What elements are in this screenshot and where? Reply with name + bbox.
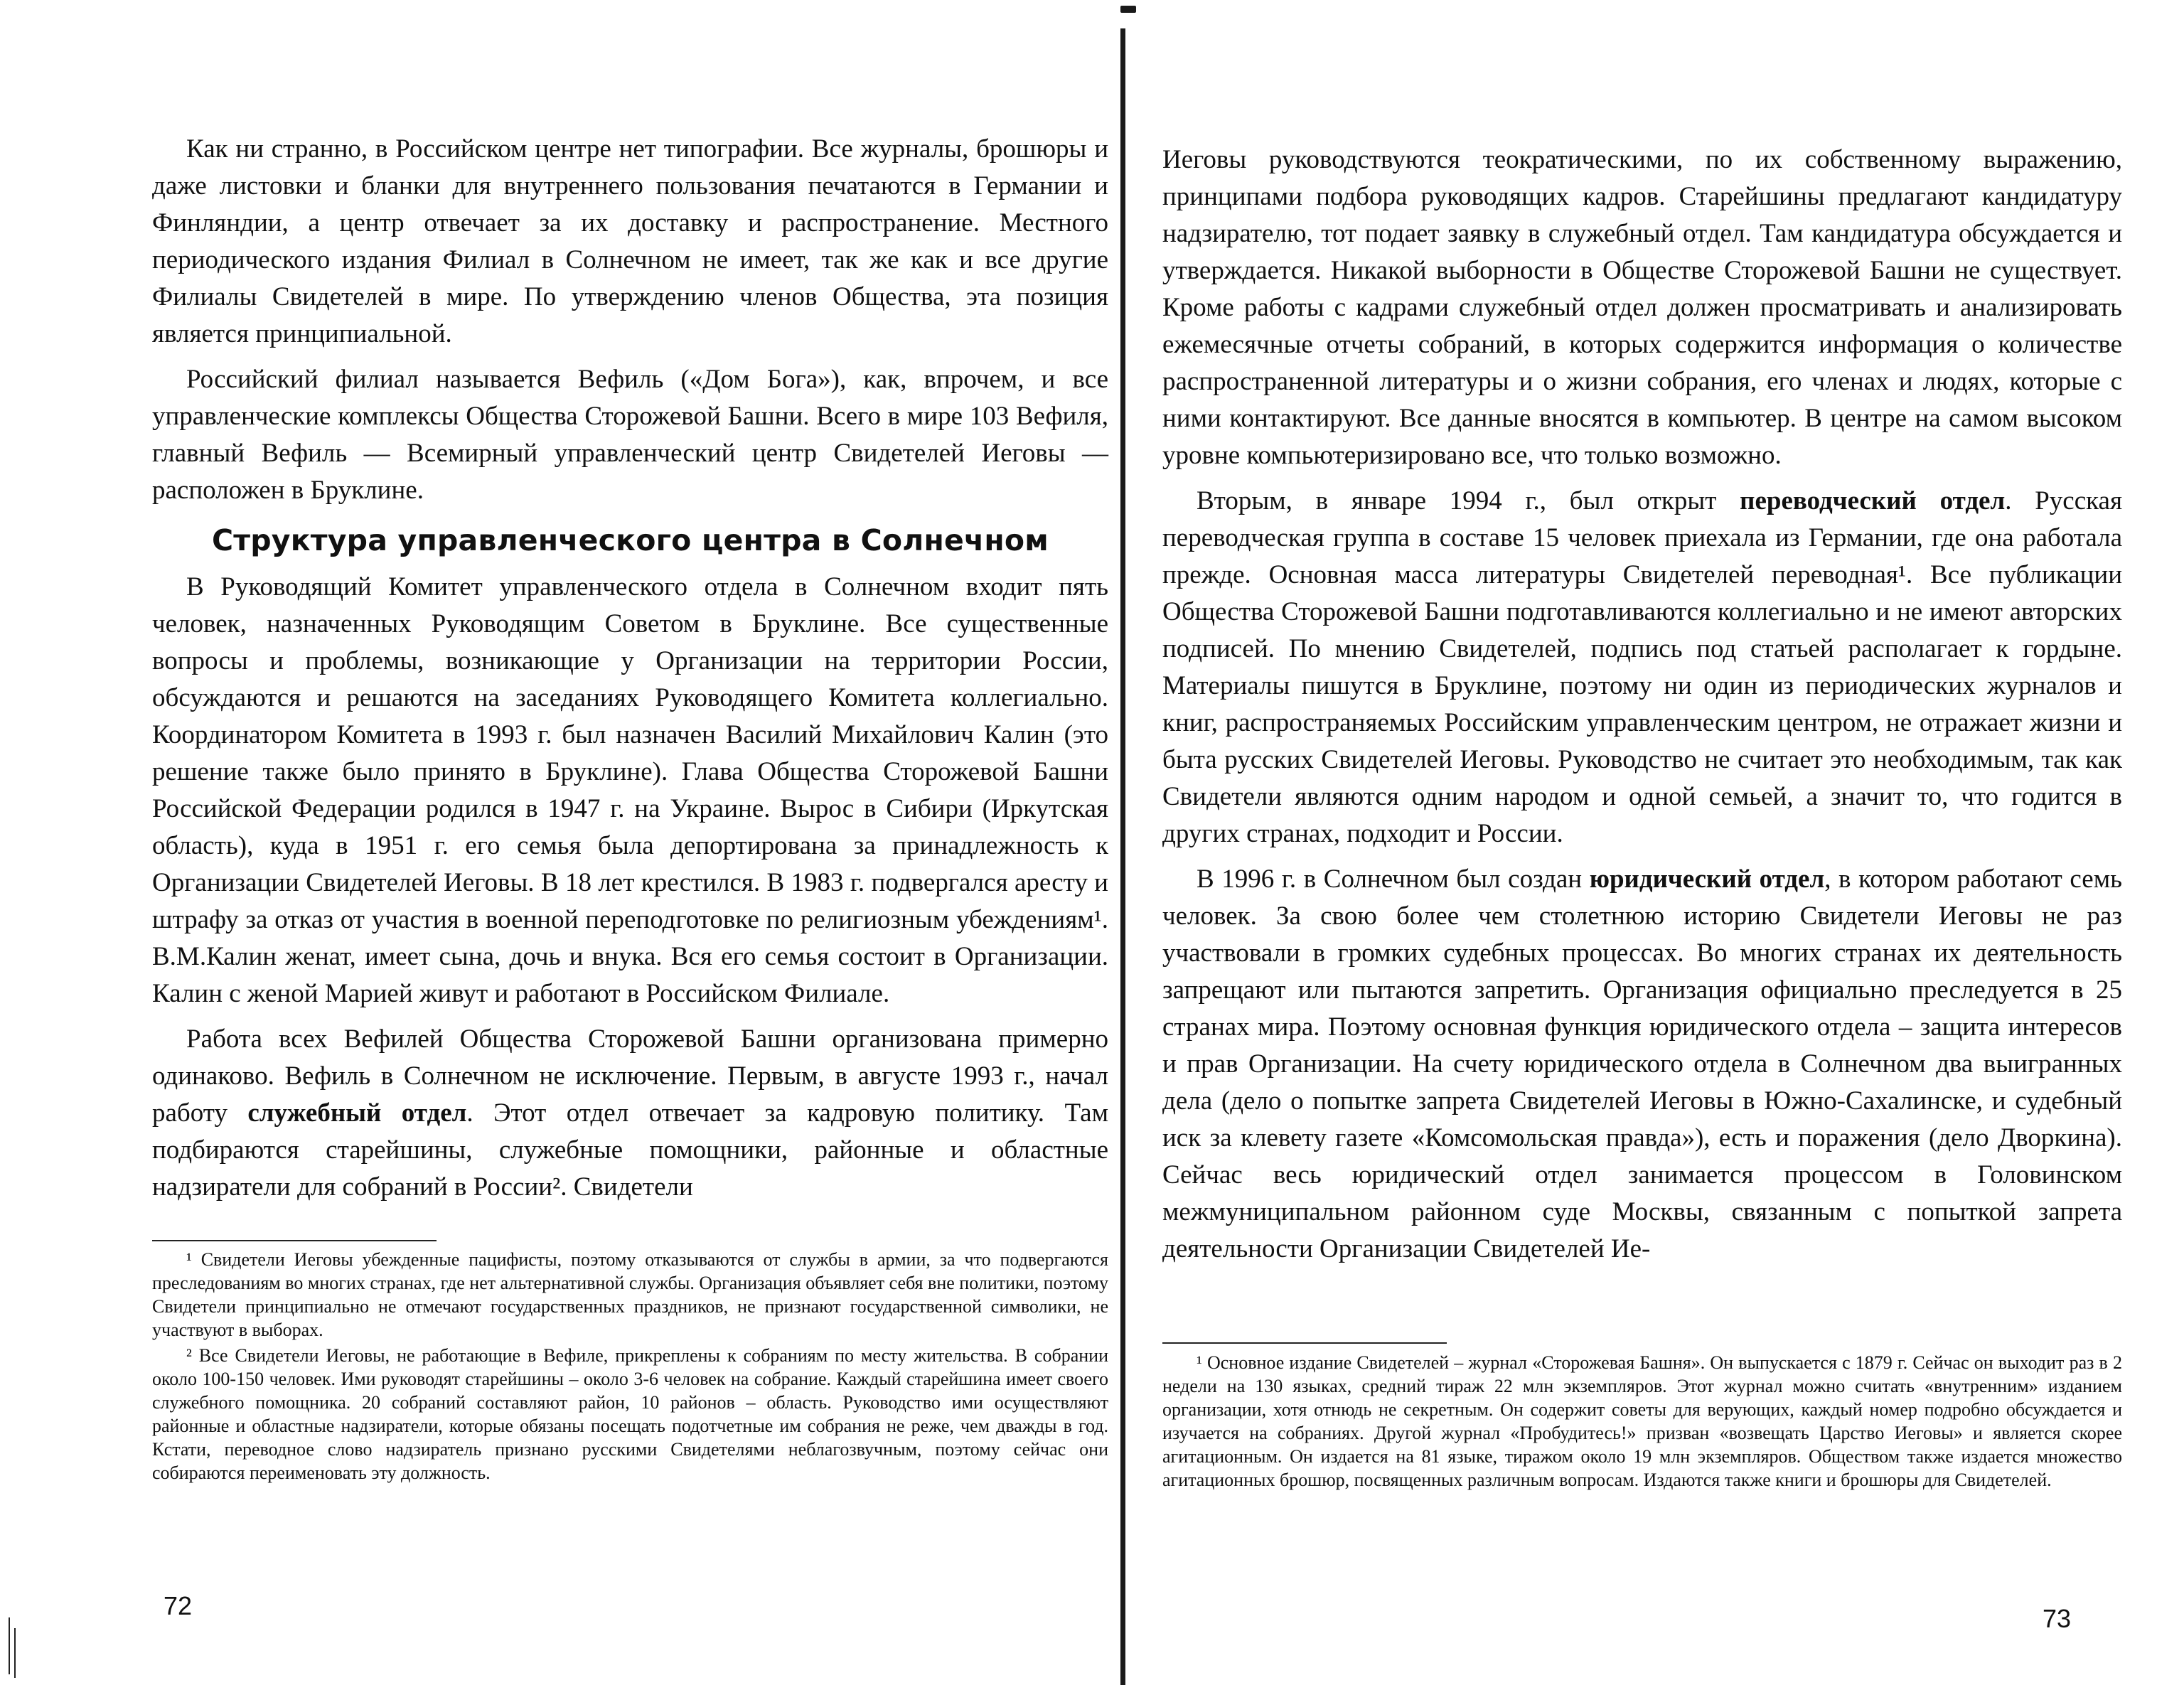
footnotes [152, 1248, 1108, 1487]
footnote: ¹ Свидетели Иеговы убежденные пацифисты, поэтому отказываются от службы в армии, за что подвергаются преследованиям во многих странах, где нет альтернативной службы. Организация объявляет себя вне политики, поэтому Свидетели принципиально не отмечают государственных праздников, не признают государственной символики, не участвуют в выборах. [152, 1249, 1108, 1340]
bold-term: юридический отдел [1589, 865, 1825, 894]
footnote-separator [152, 1240, 437, 1241]
footnote: ¹ Основное издание Свидетелей – журнал «Сторожевая Башня». Он выпускается с 1879 г. Сейчас он выходит раз в 2 недели на 130 языках, средний тираж 22 млн экземпляров. Этот журнал можно считать «внутренним» изданием организации, хотя отнюдь не секретным. Он содержит советы для верующих, каждый номер подробно обсуждается и изучается на собраниях. Другой журнал «Пробудитесь!» призван «возвещать Царство Иеговы» и является скорее агитационным. Он издается на 81 языке, тиражом около 19 млн экземпляров. Обществом также издается множество агитационных брошюр, посвященных различным вопросам. Издаются также книги и брошюры для Свидетелей. [1162, 1352, 2122, 1490]
footnote: ² Все Свидетели Иеговы, не работающие в Вефиле, прикреплены к собраниям по месту жительства. В собрании около 100-150 человек. Ими руководят старейшины – около 3-6 человек на собрание. Каждый старейшина имеет своего служебного помощника. 20 собраний составляют район, 10 районов – область. Руководство ими осуществляют районные и областные надзиратели, которые обязаны посещать подотчетные им собрания не реже, чем дважды в год. Кстати, переводное слово надзиратель признано русскими Свидетелями неблагозвучным, поэтому сейчас они собираются переименовать эту должность. [152, 1345, 1108, 1483]
paragraph-text: Работа всех Вефилей Общества Сторожевой Башни организована примерно одинаково. Вефиль в Солнечном не исключение. Первым, в августе 1993 г., начал работу [152, 1025, 1108, 1128]
footnotes [1162, 1351, 2122, 1494]
paragraph: Иеговы руководствуются теократическими, по их собственному выражению, принципами подбора руководящих кадров. Старейшины предлагают кандидатуру надзирателю, тот подает заявку в служебный отдел. Там кандидатура обсуждается и утверждается. Никакой выборности в Обществе Сторожевой Башни не существует. Кроме работы с кадрами служебный отдел должен просматривать и анализировать ежемесячные отчеты собраний, в которых содержится информация о количестве распространенной литературы и о жизни собрания, его членах и людях, которые с ними контактируют. Все данные вносятся в компьютер. В центре на самом высоком уровне компьютеризировано все, что только возможно. [1162, 145, 2122, 470]
left-page-body [152, 131, 1108, 1214]
paragraph [152, 1021, 1108, 1206]
section-heading: Структура управленческого центра в Солнечном [212, 523, 1049, 557]
paragraph-text: . Русская переводческая группа в составе 15 человек приехала из Германии, где она работала прежде. Основная масса литературы Свидетелей переводная¹. Все публикации Общества Сторожевой Башни подготавливаются коллегиально и не имеют авторских подписей. По мнению Свидетелей, подпись под статьей располагает к гордыне. Материалы пишутся в Бруклине, поэтому ни один из периодических журналов и книг, распространяемых Российским управленческим центром, не отражает жизни и быта русских Свидетелей Иеговы. Руководство не считает это необходимым, так как Свидетели являются одним народом и одной семьей, а значит то, что годится в других странах, подходит и России. [1162, 486, 2123, 848]
page-number: 73 [2043, 1604, 2072, 1633]
paragraph: Как ни странно, в Российском центре нет типографии. Все журналы, брошюры и даже листовки и бланки для внутреннего пользования печатаются в Германии и Финляндии, а центр отвечает за их доставку и распространение. Местного периодического издания Филиал в Солнечном не имеет, так же как и все другие Филиалы Свидетелей в мире. По утверждению членов Общества, эта позиция является принципиальной. [152, 134, 1108, 348]
bold-term: переводческий отдел [1740, 486, 2006, 515]
paragraph-text: Вторым, в январе 1994 г., был открыт [1197, 486, 1740, 515]
paragraph-text: . Этот отдел отвечает за кадровую политику. Там подбираются старейшины, служебные помощники, районные и областные надзиратели для собраний в России². Свидетели [152, 1098, 1108, 1202]
footnote-separator [1162, 1342, 1447, 1344]
right-page-body [1162, 141, 2122, 1276]
page-number: 72 [164, 1591, 193, 1620]
paragraph: В Руководящий Комитет управленческого отдела в Солнечном входит пять человек, назначенных Руководящим Советом в Бруклине. Все существенные вопросы и проблемы, возникающие у Организации на территории России, обсуждаются и решаются на заседаниях Руководящего Комитета коллегиально. Координатором Комитета в 1993 г. был назначен Василий Михайлович Калин (это решение также было принято в Бруклине). Глава Общества Сторожевой Башни Российской Федерации родился в 1947 г. на Украине. Вырос в Сибири (Иркутская область), куда в 1951 г. его семья была депортирована за принадлежность к Организации Свидетелей Иеговы. В 18 лет крестился. В 1983 г. подвергался аресту и штрафу за отказ от участия в военной переподготовке по религиозным убеждениям¹. В.М.Калин женат, имеет сына, дочь и внука. Вся его семья состоит в Организации. Калин с женой Марией живут и работают в Российском Филиале. [152, 572, 1108, 1008]
paragraph [1162, 861, 2122, 1268]
right-page [1123, 0, 2184, 1679]
paragraph-text: , в котором работают семь человек. За свою более чем столетнюю историю Свидетели Иеговы не раз участвовали в громких судебных процессах. Во многих странах их деятельность запрещают или пытаются запретить. Организация официально преследуется в 25 странах мира. Поэтому основная функция юридического отдела – защита интересов и прав Организации. На счету юридического отдела в Солнечном два выигранных дела (дело о попытке запрета Свидетелей Иеговы в Южно-Сахалинске, и судебный иск за клевету газете «Комсомольская правда»), есть и поражения (дело Дворкина). Сейчас весь юридический отдел занимается процессом в Головинском межмуниципальном районном суде Москвы, связанным с попыткой запрета деятельности Организации Свидетелей Ие- [1162, 865, 2122, 1263]
paragraph [1162, 483, 2122, 852]
paragraph: Российский филиал называется Вефиль («Дом Бога»), как, впрочем, и все управленческие комплексы Общества Сторожевой Башни. Всего в мире 103 Вефиля, главный Вефиль — Всемирный управленческий центр Свидетелей Иеговы — расположен в Бруклине. [152, 365, 1108, 505]
paragraph-text: В 1996 г. в Солнечном был создан [1197, 865, 1590, 894]
bold-term: служебный отдел [247, 1098, 467, 1128]
